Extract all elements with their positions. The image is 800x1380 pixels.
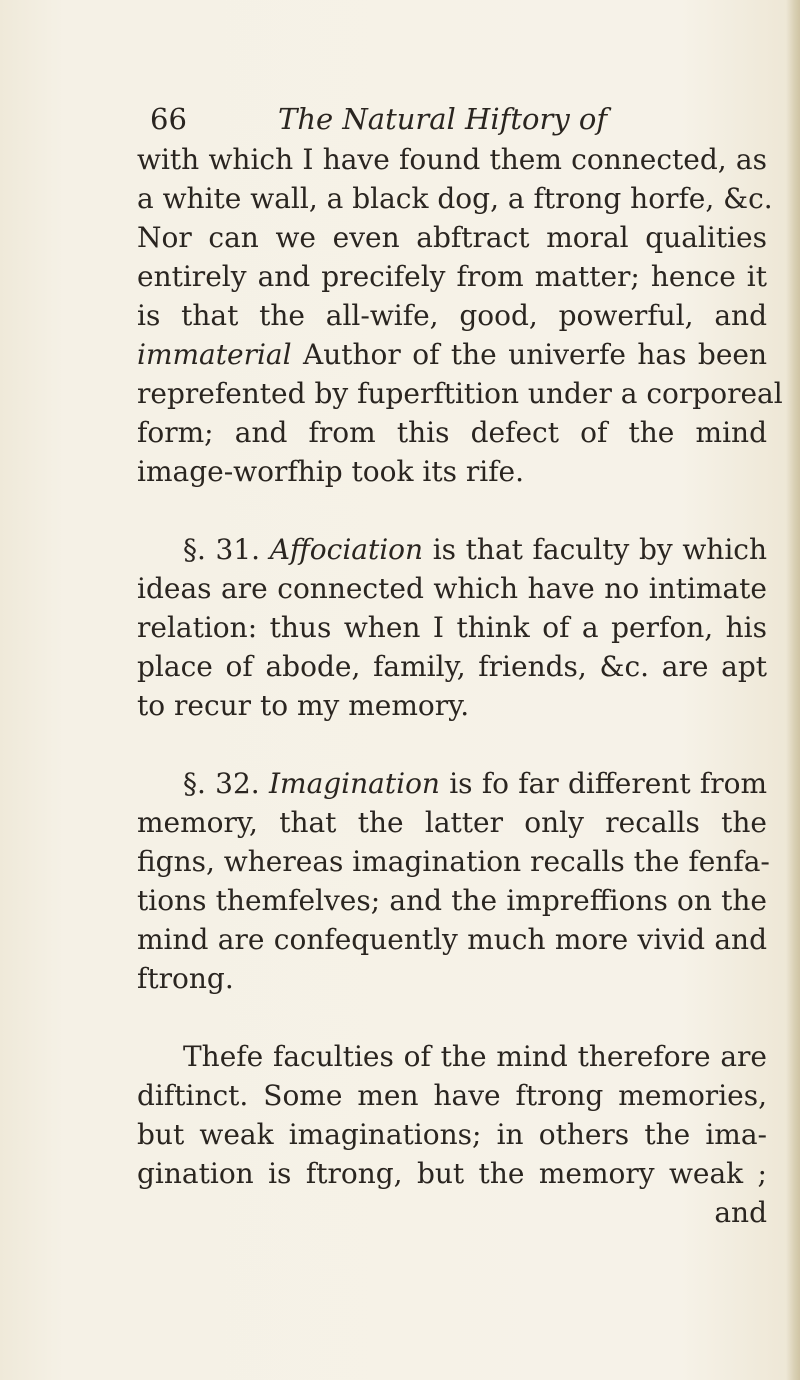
section-number: §. 31. <box>183 533 270 566</box>
text-line: figns, whereas imagination recalls the fenfa- <box>137 845 770 878</box>
text-line: mind are confequently much more vivid and <box>137 923 767 956</box>
running-title: The Natural Hiftory of <box>278 102 608 136</box>
paragraph-gap <box>137 491 767 530</box>
paragraph <box>137 764 770 998</box>
text-line: Thefe faculties of the mind therefore are <box>183 1040 767 1073</box>
text-line: memory, that the latter only recalls the <box>137 806 767 839</box>
text-line: with which I have found them connected, as <box>137 143 767 176</box>
text-line: Nor can we even abftract moral qualities <box>137 221 767 254</box>
text-line: reprefented by fuperftition under a corporeal <box>137 377 783 410</box>
text-line <box>137 335 767 374</box>
text-line: tions themfelves; and the impreffions on the <box>137 884 767 917</box>
body-text <box>137 140 783 1232</box>
page-edge <box>786 0 800 1380</box>
text-line: a white wall, a black dog, a ftrong horfe, &c. <box>137 182 773 215</box>
text-run: is fo far different from <box>439 767 767 800</box>
text-line: ideas are connected which have no intimate <box>137 572 767 605</box>
text-line: gination is ftrong, but the memory weak ; <box>137 1157 767 1190</box>
text-line <box>137 530 767 569</box>
italic-term: Affociation <box>269 533 424 566</box>
text-line: but weak imaginations; in others the ima- <box>137 1118 767 1151</box>
text-run: Author of the univerfe has been <box>291 338 767 371</box>
text-line: relation: thus when I think of a perfon, his <box>137 611 767 644</box>
text-line: image-worfhip took its rife. <box>137 455 525 488</box>
text-line: to recur to my memory. <box>137 689 470 722</box>
text-line: entirely and precifely from matter; hence it <box>137 260 767 293</box>
paragraph <box>137 1037 767 1232</box>
paragraph <box>137 140 783 491</box>
catchword: and <box>714 1196 767 1229</box>
section-number: §. 32. <box>183 767 269 800</box>
text-line <box>137 764 767 803</box>
paragraph <box>137 530 767 725</box>
paragraph-gap <box>137 998 767 1037</box>
paragraph-gap <box>137 725 767 764</box>
text-run: is that faculty by which <box>423 533 768 566</box>
text-line: diftinct. Some men have ftrong memories, <box>137 1079 767 1112</box>
page-number: 66 <box>150 102 187 136</box>
text-line: form; and from this defect of the mind <box>137 416 767 449</box>
italic-term: immaterial <box>137 338 292 371</box>
text-line: is that the all-wife, good, powerful, and <box>137 299 767 332</box>
text-line: ftrong. <box>137 962 234 995</box>
text-line: place of abode, family, friends, &c. are apt <box>137 650 767 683</box>
page-header <box>150 92 750 142</box>
italic-term: Imagination <box>268 767 440 800</box>
